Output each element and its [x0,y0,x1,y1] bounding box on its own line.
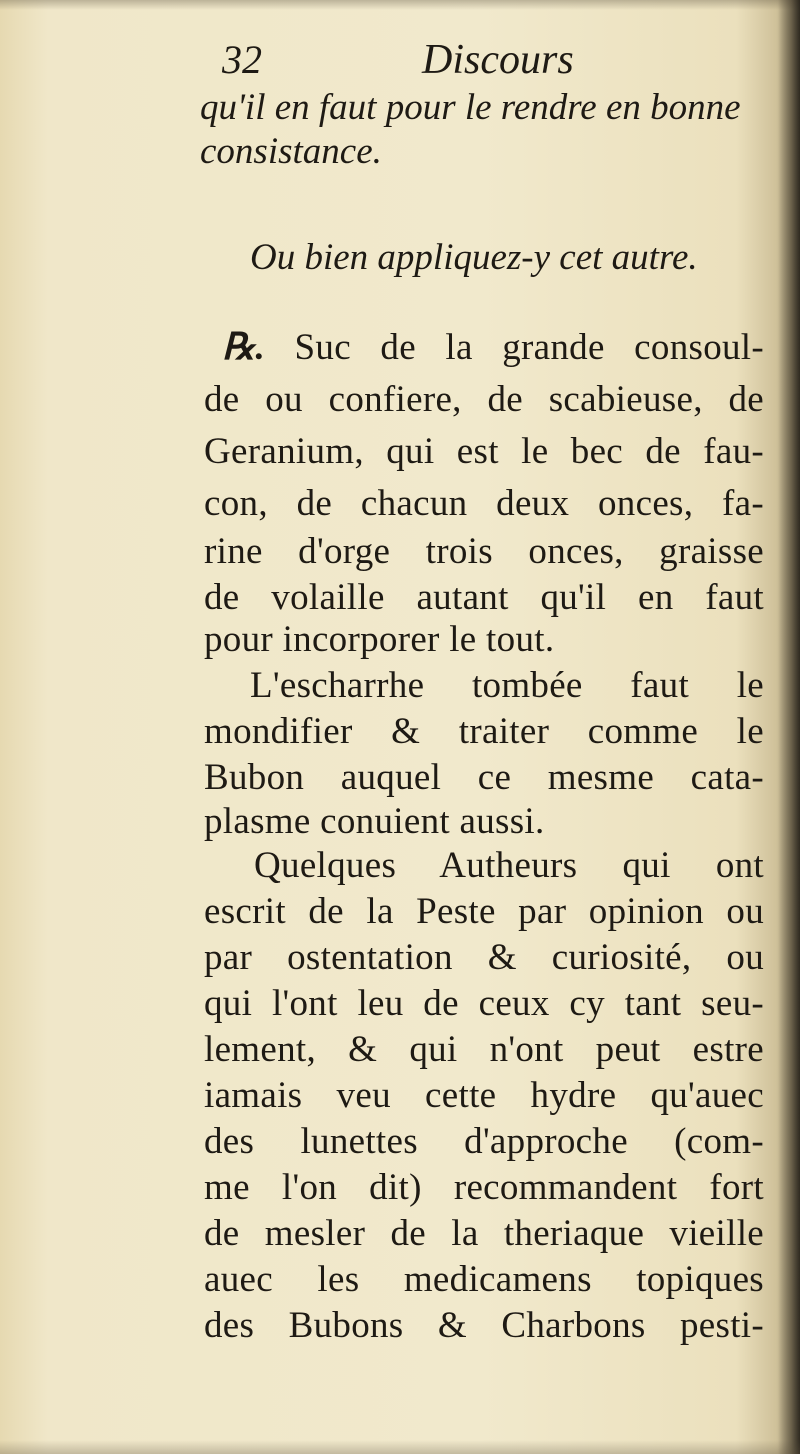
paragraph-3-line: Quelques Autheurs qui ont [254,845,764,886]
recipe-first-line-text: Suc de la grande consoul- [294,327,764,368]
paragraph-3-line: auec les medicamens topiques [204,1259,764,1300]
page-number: 32 [222,37,262,82]
recipe-symbol: ℞. [222,327,266,368]
recipe-line: de volaille autant qu'il en faut [204,577,764,618]
continuation-line-2: consistance. [200,131,382,172]
alternative-heading: Ou bien appliquez-y cet autre. [250,237,698,278]
paragraph-2-line: plasme conuient aussi. [204,801,545,842]
paragraph-3-line: qui l'ont leu de ceux cy tant seu- [204,983,764,1024]
paragraph-2-line: Bubon auquel ce mesme cata- [204,757,764,798]
recipe-line: rine d'orge trois onces, graisse [204,531,764,572]
continuation-line-1: qu'il en faut pour le rendre en bonne [200,87,741,128]
paragraph-2-line: L'escharrhe tombée faut le [250,665,764,706]
paragraph-3-line: lement, & qui n'ont peut estre [204,1029,764,1070]
recipe-line: con, de chacun deux onces, fa- [204,483,764,524]
recipe-line: Geranium, qui est le bec de fau- [204,431,764,472]
page-header [222,36,782,86]
paragraph-3-line: iamais veu cette hydre qu'auec [204,1075,764,1116]
paragraph-3-line: des lunettes d'approche (com- [204,1121,764,1162]
binding-edge-shadow [778,0,800,1454]
paragraph-2-line: mondifier & traiter comme le [204,711,764,752]
recipe-line: pour incorporer le tout. [204,619,555,660]
paragraph-3-line: des Bubons & Charbons pesti- [204,1305,764,1346]
recipe-first-line [222,326,764,370]
paragraph-3-line: de mesler de la theriaque vieille [204,1213,764,1254]
paragraph-3-line: par ostentation & curiosité, ou [204,937,764,978]
recipe-line: de ou confiere, de scabieuse, de [204,379,764,420]
page-bottom-shadow [0,1440,800,1454]
running-title: Discours [422,37,574,83]
page-top-shadow [0,0,800,10]
paragraph-3-line: me l'on dit) recommandent fort [204,1167,764,1208]
paragraph-3-line: escrit de la Peste par opinion ou [204,891,764,932]
